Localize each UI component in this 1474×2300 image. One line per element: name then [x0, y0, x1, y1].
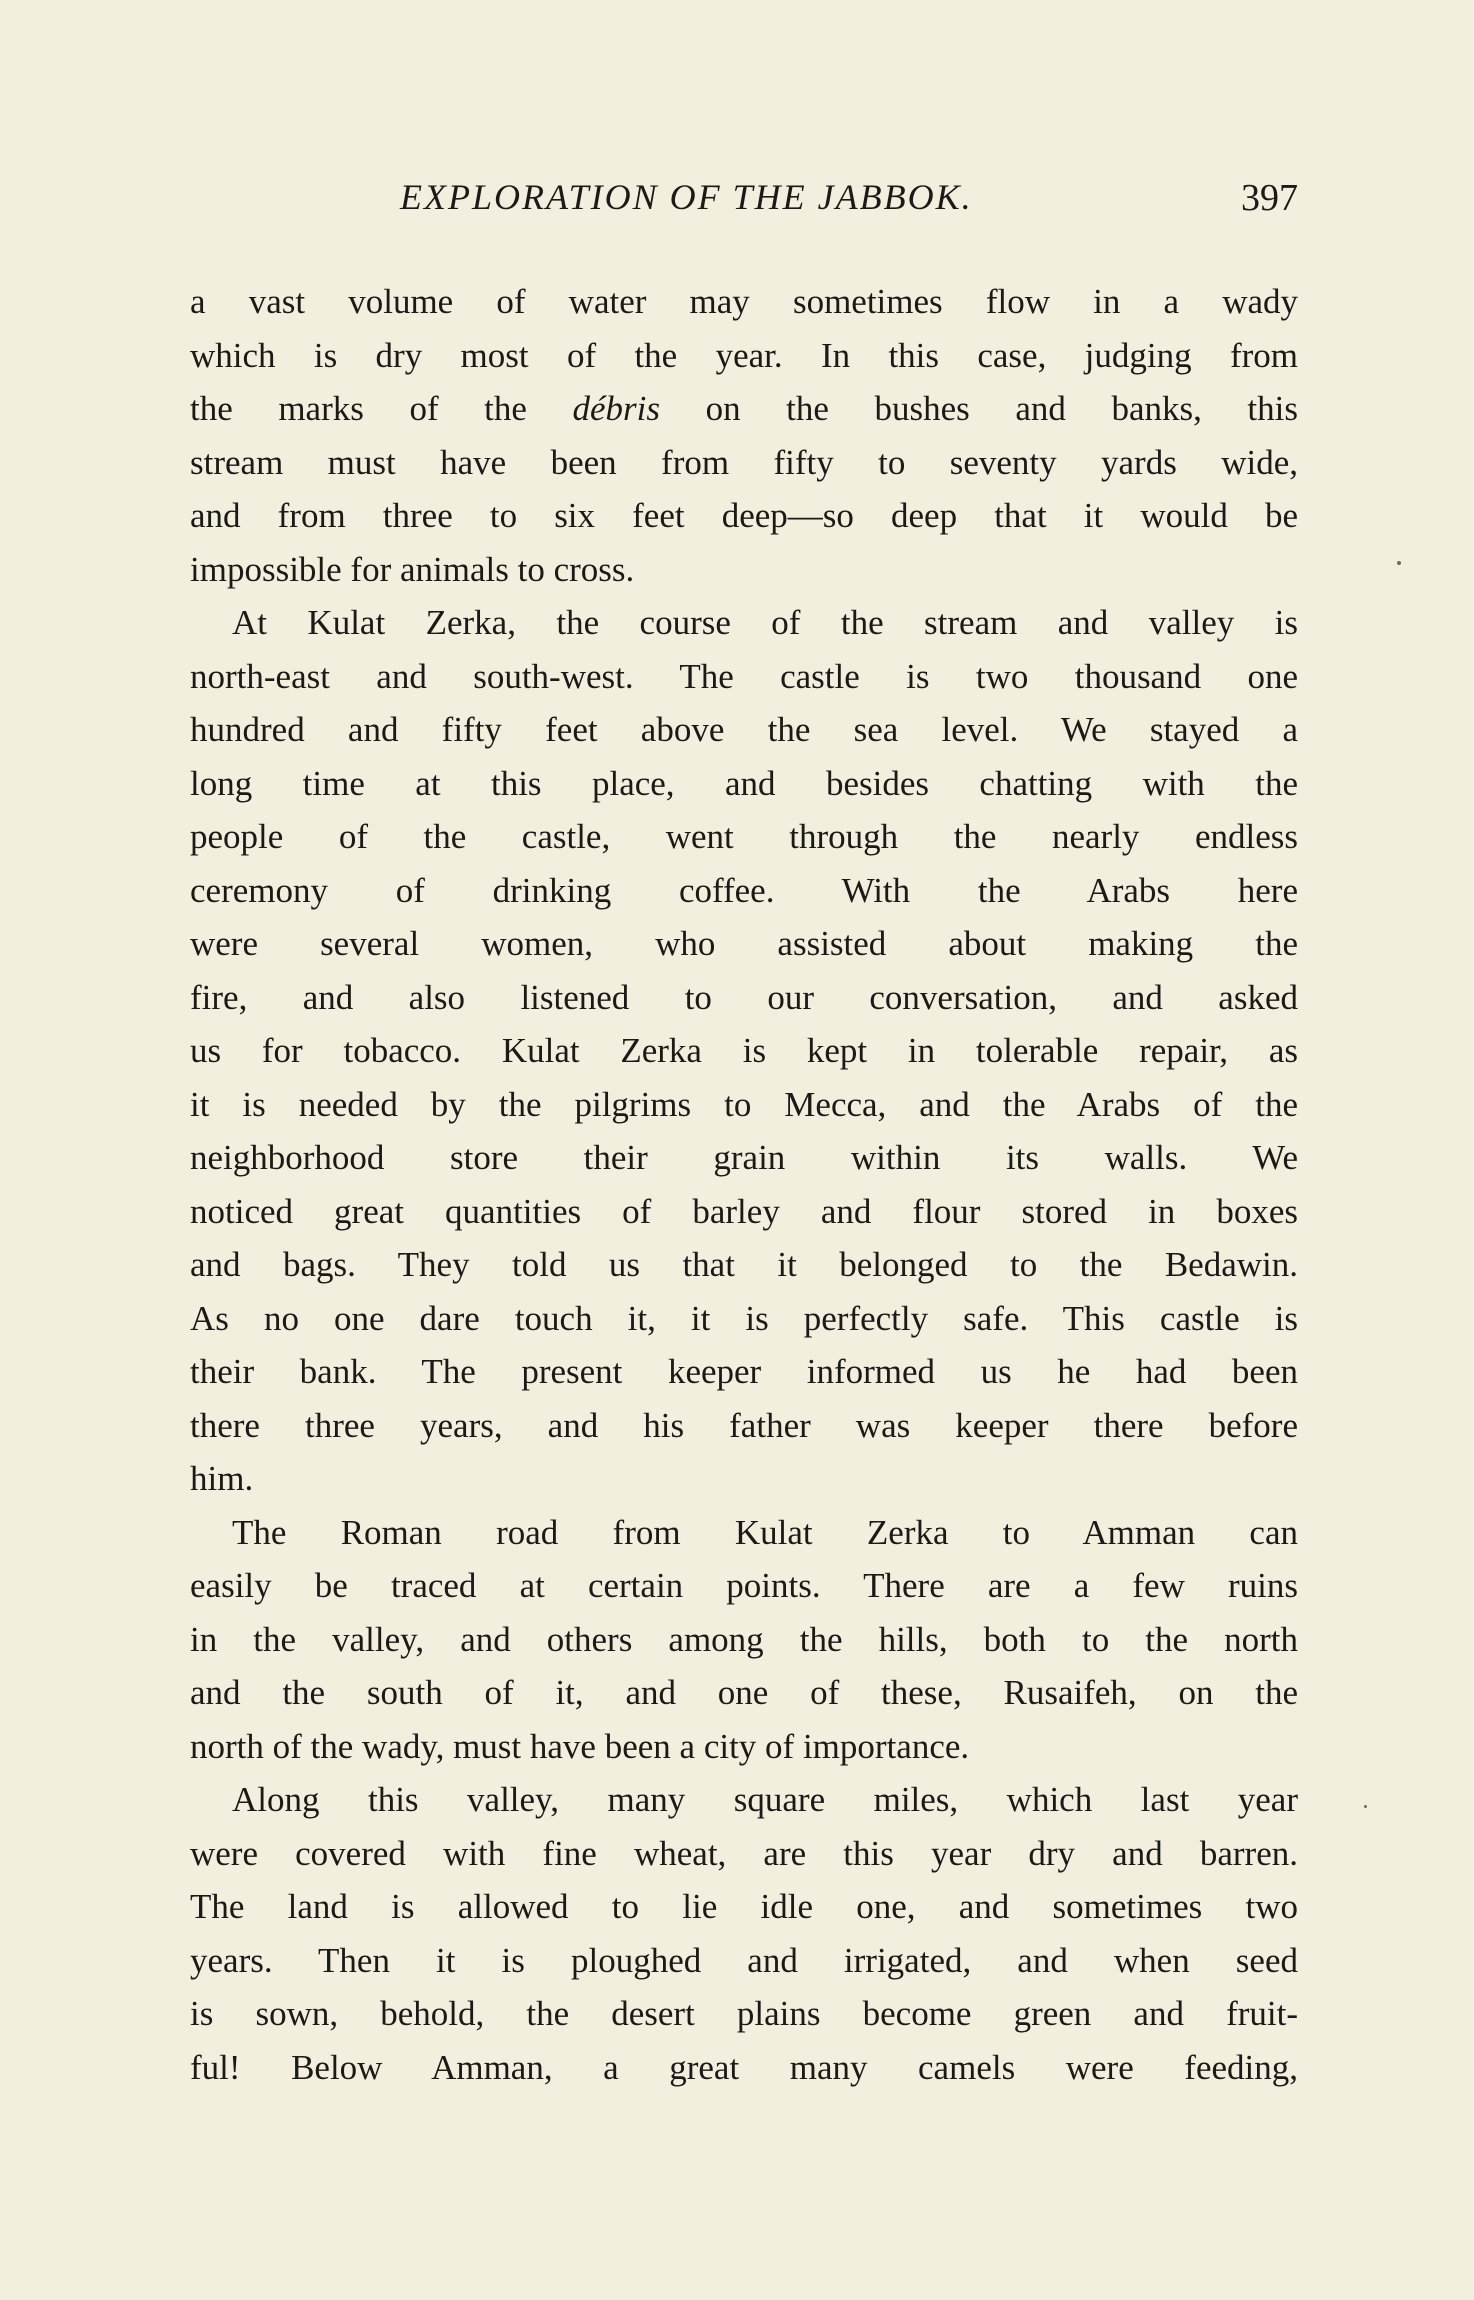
text-line: a vast volume of water may sometimes flow in a wady — [190, 282, 1298, 321]
text-line: ceremony of drinking coffee. With the Arabs here — [190, 870, 1298, 910]
page-number: 397 — [1241, 177, 1298, 219]
paragraph — [190, 1506, 1298, 1774]
text-line: people of the castle, went through the nearly endless — [190, 817, 1298, 856]
text-line: fire, and also listened to our conversation, and asked — [190, 977, 1298, 1017]
text-line: At Kulat Zerka, the course of the stream and valley is — [232, 603, 1298, 642]
text-line: there three years, and his father was keeper there before — [190, 1405, 1298, 1445]
text-line: The Roman road from Kulat Zerka to Amman can — [232, 1512, 1298, 1552]
text-line: north of the wady, must have been a city of importance. — [190, 1726, 970, 1766]
text-line: As no one dare touch it, it is perfectly safe. This castle is — [190, 1298, 1298, 1338]
text-line: ful! Below Amman, a great many camels were feeding, — [190, 2047, 1298, 2087]
paper-speck — [1364, 1805, 1367, 1808]
text-line: him. — [190, 1459, 254, 1498]
text-line: their bank. The present keeper informed us he had been — [190, 1352, 1298, 1391]
text-line: were several women, who assisted about making the — [190, 924, 1298, 963]
running-title: EXPLORATION OF THE JABBOK. — [400, 177, 973, 217]
text-line: in the valley, and others among the hills, both to the north — [190, 1619, 1298, 1659]
text-line: hundred and fifty feet above the sea level. We stayed a — [190, 710, 1298, 749]
text-line: easily be traced at certain points. There are a few ruins — [190, 1566, 1298, 1605]
text-line: The land is allowed to lie idle one, and sometimes two — [190, 1887, 1298, 1926]
paragraph — [190, 275, 1298, 596]
italic-term: débris — [572, 389, 661, 428]
text-line: north-east and south-west. The castle is two thousand one — [190, 656, 1298, 696]
text-line: impossible for animals to cross. — [190, 549, 635, 589]
text-line — [190, 382, 1298, 436]
text-line: years. Then it is ploughed and irrigated, and when seed — [190, 1940, 1298, 1980]
text-line: were covered with fine wheat, are this year dry and barren. — [190, 1833, 1298, 1873]
body-text — [190, 275, 1298, 2094]
text-segment: on the bushes and banks, this — [660, 389, 1298, 428]
text-line: is sown, behold, the desert plains become green and fruit- — [190, 1994, 1298, 2033]
text-line: stream must have been from fifty to seventy yards wide, — [190, 442, 1298, 482]
paragraph — [190, 596, 1298, 1506]
text-line: neighborhood store their grain within its walls. We — [190, 1138, 1298, 1177]
text-line: Along this valley, many square miles, which last year — [232, 1780, 1298, 1819]
page-header — [190, 176, 1298, 236]
text-line: and from three to six feet deep—so deep that it would be — [190, 496, 1298, 535]
text-line: noticed great quantities of barley and flour stored in boxes — [190, 1191, 1298, 1231]
text-line: and bags. They told us that it belonged to the Bedawin. — [190, 1245, 1298, 1284]
text-line: and the south of it, and one of these, Rusaifeh, on the — [190, 1673, 1298, 1712]
text-segment: the marks of the — [190, 389, 573, 428]
text-line: it is needed by the pilgrims to Mecca, and the Arabs of the — [190, 1084, 1298, 1124]
text-line: long time at this place, and besides chatting with the — [190, 763, 1298, 803]
paper-speck — [1397, 561, 1401, 565]
text-line: which is dry most of the year. In this case, judging from — [190, 335, 1298, 375]
paragraph — [190, 1773, 1298, 2094]
text-line: us for tobacco. Kulat Zerka is kept in tolerable repair, as — [190, 1031, 1298, 1070]
